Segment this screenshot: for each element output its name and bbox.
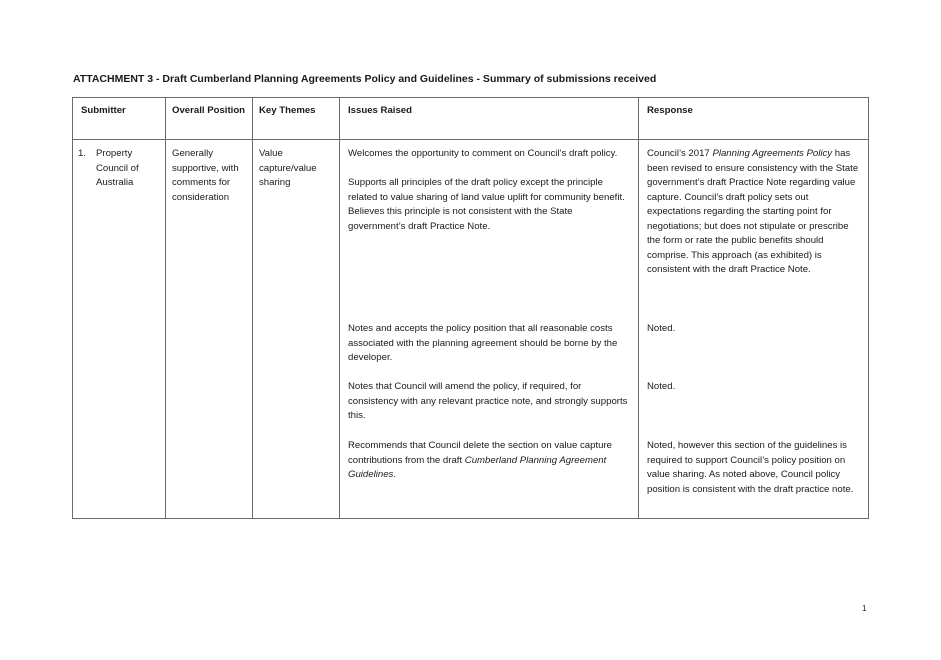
issue-2-text: Notes and accepts the policy position that all reasonable costs associated with the planning agreement should be borne by the developer. bbox=[348, 323, 618, 363]
header-overall-position: Overall Position bbox=[166, 98, 253, 140]
issue-2 bbox=[348, 322, 632, 380]
response-1 bbox=[647, 147, 862, 292]
header-submitter: Submitter bbox=[73, 98, 166, 140]
issue-1-paragraph-1: Welcomes the opportunity to comment on Council’s draft policy. bbox=[348, 148, 618, 159]
page-number: 1 bbox=[862, 604, 867, 613]
issue-4-period: . bbox=[393, 469, 397, 480]
cell-overall-position: Generally supportive, with comments for consideration bbox=[166, 140, 253, 519]
issue-1 bbox=[348, 147, 632, 249]
response-4 bbox=[647, 439, 862, 512]
issue-4-document-title: Cumberland Planning Agreement Guidelines bbox=[348, 454, 607, 480]
cell-key-themes: Value capture/value sharing bbox=[253, 140, 340, 519]
row-number: 1. bbox=[78, 148, 87, 159]
response-2-text: Noted. bbox=[647, 323, 676, 334]
document-title: ATTACHMENT 3 - Draft Cumberland Planning Agreements Policy and Guidelines - Summary of submissions received bbox=[73, 73, 657, 85]
submitter-name: Property Council of Australia bbox=[96, 148, 139, 188]
cell-submitter bbox=[73, 140, 166, 519]
response-3 bbox=[647, 380, 862, 409]
issue-3 bbox=[348, 380, 632, 438]
table-header-row bbox=[73, 98, 869, 140]
header-issues-raised: Issues Raised bbox=[340, 98, 639, 140]
issue-4 bbox=[348, 439, 632, 497]
response-2 bbox=[647, 322, 862, 351]
response-1-text-rest: has been revised to ensure consistency with the State government’s draft Practice Note regarding value capture. Council’s draft policy sets out expectations regarding the starting point for negotiations; but does not stipulate or prescribe the form or rate the public benefits should comprise. This approach (as exhibited) is consistent with the draft Practice Note. bbox=[647, 148, 859, 275]
table-row bbox=[73, 140, 869, 519]
issue-3-text: Notes that Council will amend the policy, if required, for consistency with any relevant practice note, and strongly supports this. bbox=[348, 381, 628, 421]
response-3-text: Noted. bbox=[647, 381, 676, 392]
cell-response bbox=[639, 140, 869, 519]
response-4-text: Noted, however this section of the guidelines is required to support Council’s policy position on value sharing. As noted above, Council policy position is consistent with the draft practice note. bbox=[647, 440, 854, 495]
header-response: Response bbox=[639, 98, 869, 140]
response-1-text-start: Council’s 2017 bbox=[647, 148, 713, 159]
issue-1-paragraph-2: Supports all principles of the draft policy except the principle related to value sharing of land value uplift for community benefit. Believes this principle is not consistent with the State government’s draft Practice Note. bbox=[348, 177, 625, 232]
issue-4-text: Recommends that Council delete the section on value capture contributions from the draft bbox=[348, 440, 612, 466]
header-key-themes: Key Themes bbox=[253, 98, 340, 140]
cell-issues-raised bbox=[340, 140, 639, 519]
response-1-policy-title: Planning Agreements Policy bbox=[712, 148, 833, 159]
submissions-table bbox=[72, 97, 869, 519]
